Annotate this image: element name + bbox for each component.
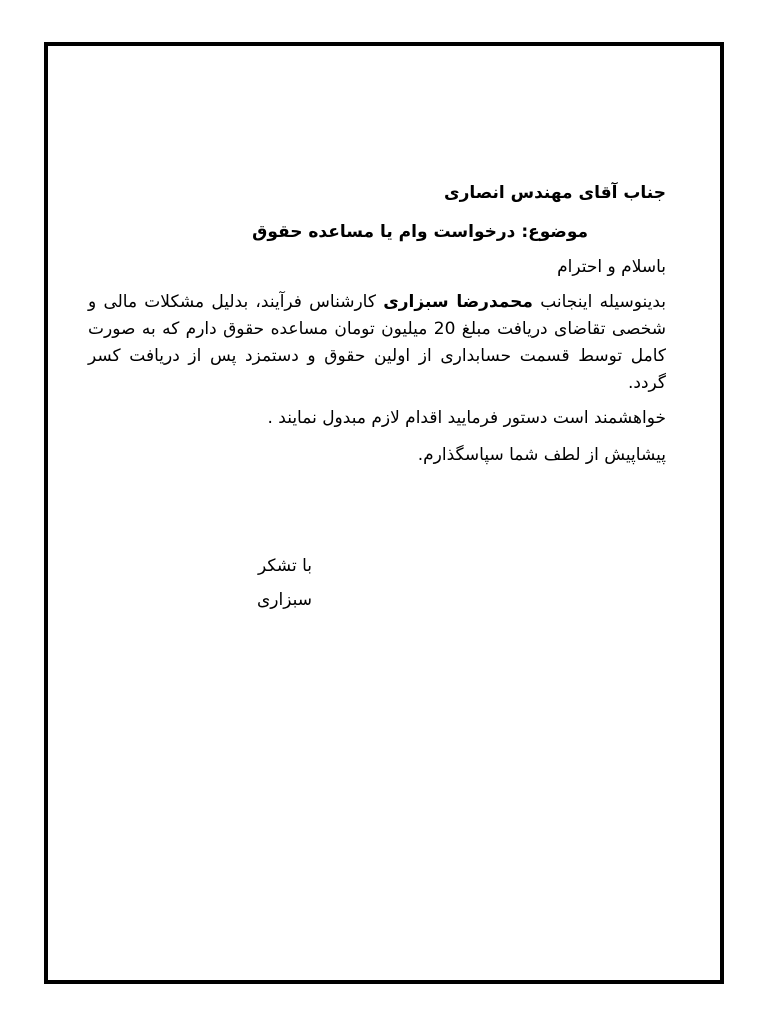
sender-name: محمدرضا سبزاری [383,292,533,312]
thanks-line: پیشاپیش از لطف شما سپاسگذارم. [417,445,666,465]
signature-line: سبزاری [257,590,312,610]
subject-line: موضوع: درخواست وام یا مساعده حقوق [252,222,588,242]
action-request-line: خواهشمند است دستور فرمایید اقدام لازم مبدول نمایند . [267,408,666,428]
salutation-line: باسلام و احترام [557,257,666,277]
body-rest-text: کارشناس فرآیند، بدلیل مشکلات مالی و شخصی تقاضای دریافت مبلغ 20 میلیون تومان مساعده حقوق دارم که به صورت کامل توسط قسمت حسابداری از اولین حقوق و دستمزد پس از دریافت کسر گردد. [88,292,666,393]
letter-body [88,180,666,479]
closing-block [232,549,312,617]
closing-line: با تشکر [258,556,312,576]
addressee-line: جناب آقای مهندس انصاری [443,183,666,203]
body-intro-text: بدینوسیله اینجانب [540,292,666,312]
request-paragraph [88,289,666,397]
